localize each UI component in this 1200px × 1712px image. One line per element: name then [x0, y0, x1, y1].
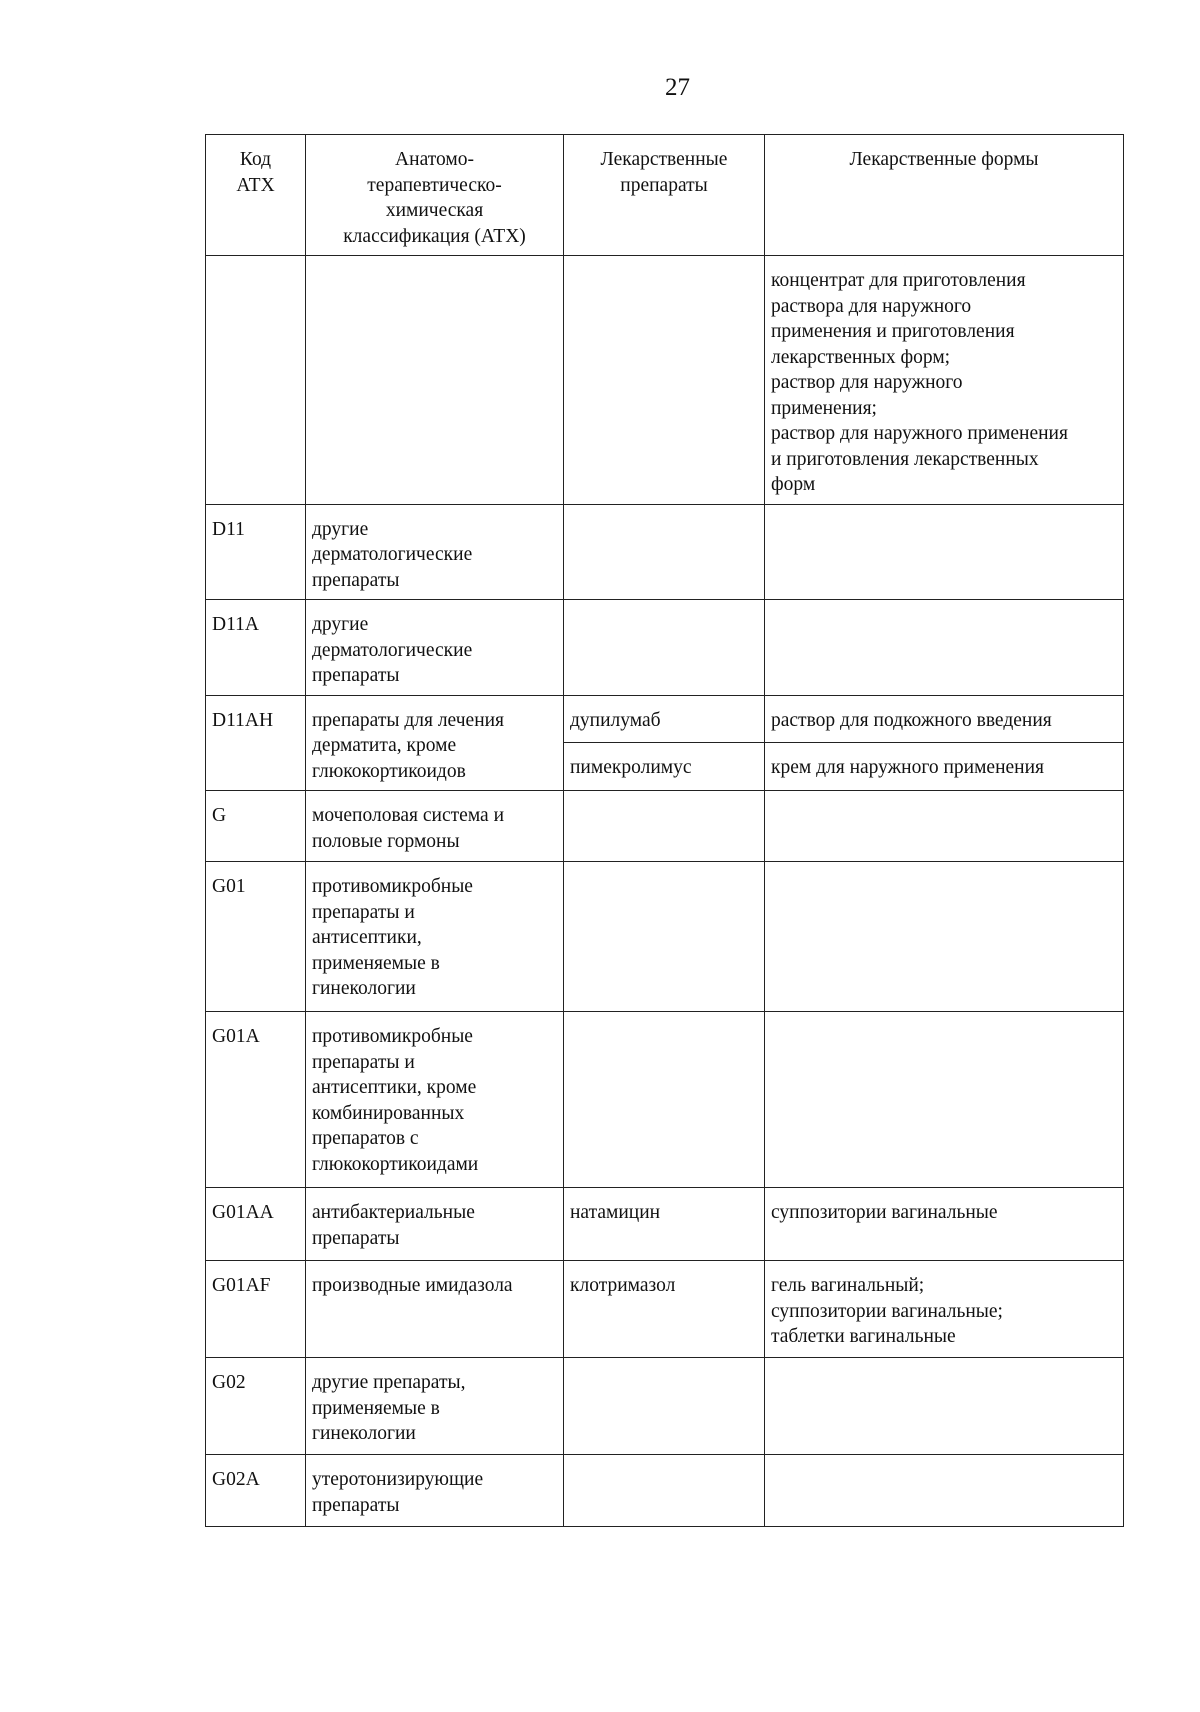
cell-atx: противомикробные препараты и антисептики, кроме комбинированных препаратов с глюкокортикоидами: [306, 1012, 564, 1188]
cell-code: G: [206, 791, 306, 862]
table-row: [206, 695, 1124, 742]
page-number: 27: [665, 74, 690, 101]
cell-atx: препараты для лечения дерматита, кроме глюкокортикоидов: [306, 695, 564, 791]
table-row: [206, 504, 1124, 600]
cell-forms: суппозитории вагинальные: [765, 1188, 1124, 1261]
table-row: [206, 1358, 1124, 1455]
cell-forms: [765, 1455, 1124, 1527]
header-dosage-forms: Лекарственные формы: [765, 135, 1124, 256]
cell-code: G01: [206, 862, 306, 1012]
cell-drug: [564, 504, 765, 600]
cell-code: D11A: [206, 600, 306, 696]
cell-atx: утеротонизирующие препараты: [306, 1455, 564, 1527]
table-row: [206, 1455, 1124, 1527]
cell-atx: производные имидазола: [306, 1261, 564, 1358]
cell-forms: [765, 504, 1124, 600]
cell-forms: [765, 791, 1124, 862]
header-atx-classification: Анатомо- терапевтическо- химическая классификация (АТХ): [306, 135, 564, 256]
table-header-row: [206, 135, 1124, 256]
cell-code: G02A: [206, 1455, 306, 1527]
cell-forms: [765, 1358, 1124, 1455]
cell-drug: [564, 1012, 765, 1188]
cell-forms: раствор для подкожного введения: [765, 695, 1124, 742]
cell-code: [206, 256, 306, 505]
cell-drug: пимекролимус: [564, 742, 765, 790]
cell-forms: концентрат для приготовления раствора для наружного применения и приготовления лекарственных форм; раствор для наружного применения; раствор для наружного применения и приготовления лекарственных форм: [765, 256, 1124, 505]
cell-drug: натамицин: [564, 1188, 765, 1261]
cell-code: G02: [206, 1358, 306, 1455]
cell-drug: дупилумаб: [564, 695, 765, 742]
table-row: [206, 862, 1124, 1012]
cell-drug: [564, 600, 765, 696]
cell-atx: другие дерматологические препараты: [306, 504, 564, 600]
cell-drug: [564, 256, 765, 505]
cell-drug: клотримазол: [564, 1261, 765, 1358]
cell-atx: другие дерматологические препараты: [306, 600, 564, 696]
table-body: [206, 256, 1124, 1527]
cell-code: G01AA: [206, 1188, 306, 1261]
atx-table: [205, 134, 1124, 1527]
cell-atx: другие препараты, применяемые в гинекологии: [306, 1358, 564, 1455]
cell-code: G01A: [206, 1012, 306, 1188]
cell-atx: мочеполовая система и половые гормоны: [306, 791, 564, 862]
table-row: [206, 1261, 1124, 1358]
cell-forms: крем для наружного применения: [765, 742, 1124, 790]
table-row: [206, 1188, 1124, 1261]
table-row: [206, 791, 1124, 862]
cell-drug: [564, 1455, 765, 1527]
table-row: [206, 600, 1124, 696]
cell-drug: [564, 1358, 765, 1455]
cell-drug: [564, 791, 765, 862]
cell-drug: [564, 862, 765, 1012]
header-drugs: Лекарственные препараты: [564, 135, 765, 256]
cell-code: D11: [206, 504, 306, 600]
cell-forms: [765, 862, 1124, 1012]
table-row: [206, 1012, 1124, 1188]
cell-forms: гель вагинальный; суппозитории вагинальные; таблетки вагинальные: [765, 1261, 1124, 1358]
cell-forms: [765, 600, 1124, 696]
cell-atx: антибактериальные препараты: [306, 1188, 564, 1261]
cell-atx: противомикробные препараты и антисептики, применяемые в гинекологии: [306, 862, 564, 1012]
table-row: [206, 256, 1124, 505]
cell-code: D11AH: [206, 695, 306, 791]
header-atx-code: Код АТХ: [206, 135, 306, 256]
cell-atx: [306, 256, 564, 505]
cell-forms: [765, 1012, 1124, 1188]
cell-code: G01AF: [206, 1261, 306, 1358]
